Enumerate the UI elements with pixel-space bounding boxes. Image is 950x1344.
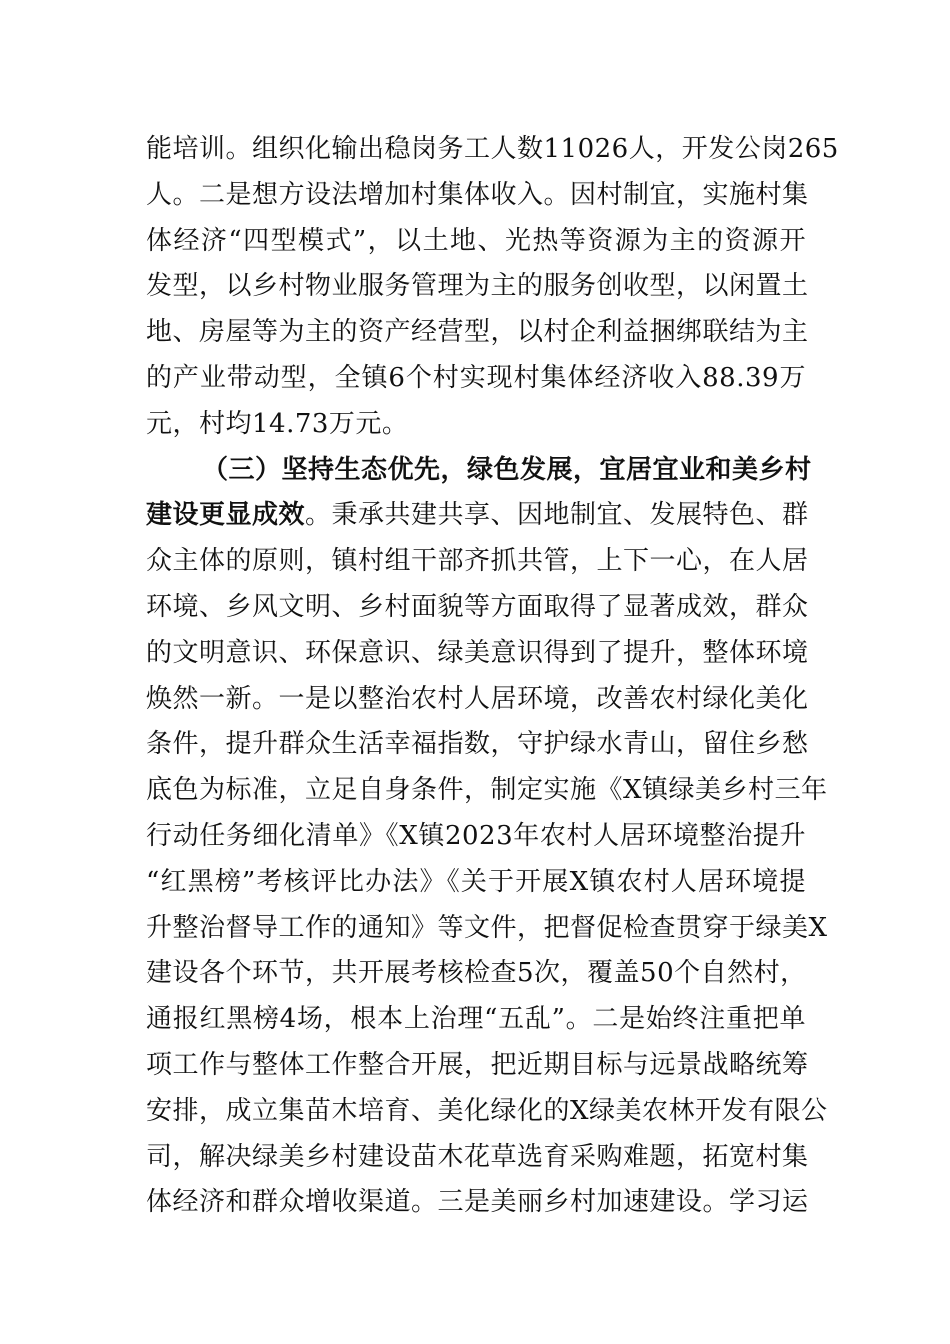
text-line: 司，解决绿美乡村建设苗木花草选育采购难题，拓宽村集	[146, 1141, 809, 1172]
text-line: 建设各个环节，共开展考核检查5次，覆盖50个自然村，	[146, 958, 807, 989]
text-line: 行动任务细化清单》《X镇2023年农村人居环境整治提升	[146, 820, 806, 851]
text-line: 元，村均14.73万元。	[146, 408, 409, 439]
document-body	[146, 127, 839, 1226]
text-line: 人。二是想方设法增加村集体收入。因村制宜，实施村集	[146, 179, 809, 210]
text-line: 地、房屋等为主的资产经营型，以村企利益捆绑联结为主	[146, 317, 809, 348]
text-line: 通报红黑榜4场，根本上治理“五乱”。二是始终注重把单	[146, 1004, 806, 1035]
text-line: 条件，提升群众生活幸福指数，守护绿水青山，留住乡愁	[146, 729, 809, 760]
text-line: 的文明意识、环保意识、绿美意识得到了提升，整体环境	[146, 637, 809, 668]
text-line: 底色为标准，立足自身条件，制定实施《X镇绿美乡村三年	[146, 775, 828, 806]
text-line	[146, 493, 809, 539]
text-line: 焕然一新。一是以整治农村人居环境，改善农村绿化美化	[146, 683, 809, 714]
text-line: 能培训。组织化输出稳岗务工人数11026人，开发公岗265	[146, 134, 839, 164]
text-line: “红黑榜”考核评比办法》《关于开展X镇农村人居环境提	[146, 866, 806, 897]
text-line: 环境、乡风文明、乡村面貌等方面取得了显著成效，群众	[146, 591, 809, 622]
text-line: 体经济“四型模式”，以土地、光热等资源为主的资源开	[146, 225, 806, 256]
text-line: 体经济和群众增收渠道。三是美丽乡村加速建设。学习运	[146, 1187, 809, 1218]
text-line: 发型，以乡村物业服务管理为主的服务创收型，以闲置土	[146, 271, 809, 302]
text-line: 升整治督导工作的通知》等文件，把督促检查贯穿于绿美X	[146, 912, 828, 943]
paragraph-text: 。秉承共建共享、因地制宜、发展特色、群	[305, 500, 809, 531]
text-line: 安排，成立集苗木培育、美化绿化的X绿美农林开发有限公	[146, 1095, 828, 1126]
text-line: 众主体的原则，镇村组干部齐抓共管，上下一心，在人居	[146, 546, 809, 577]
section-heading-continuation: 建设更显成效	[146, 500, 306, 531]
section-heading: （三）坚持生态优先，绿色发展，宜居宜业和美乡村	[202, 454, 812, 485]
text-line: 的产业带动型，全镇6个村实现村集体经济收入88.39万	[146, 362, 806, 393]
text-line: 项工作与整体工作整合开展，把近期目标与远景战略统筹	[146, 1049, 809, 1080]
